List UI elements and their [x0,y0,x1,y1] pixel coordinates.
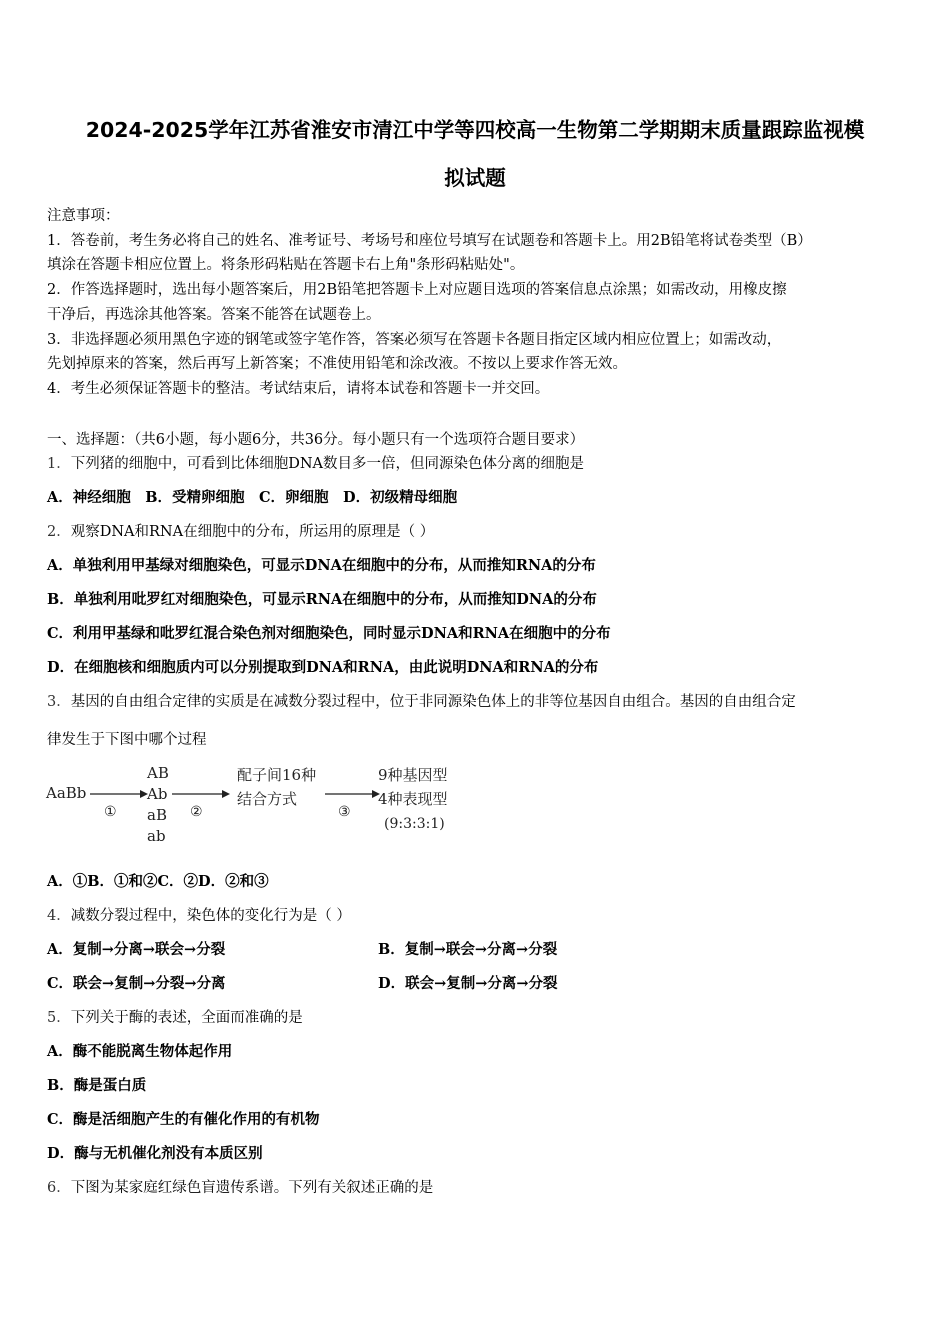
step-1-label: ① [104,804,117,820]
step-3-label: ③ [338,804,351,820]
notice-line: 2．作答选择题时，选出每小题答案后，用2B铅笔把答题卡上对应题目选项的答案信息点涂黑；如需改动，用橡皮擦 [47,282,787,298]
question-stem: 下列关于酶的表述，全面而准确的是 [70,1010,303,1026]
question-4-option-b: B．复制→联会→分离→分裂 [378,941,558,958]
notice-line: 1．答卷前，考生务必将自己的姓名、准考证号、考场号和座位号填写在试题卷和答题卡上。用2B铅笔将试卷类型（B） [47,233,812,249]
question-number: 1． [47,456,71,472]
step-2-label: ② [190,804,203,820]
question-number: 6． [47,1180,71,1196]
question-4 [47,904,351,925]
question-3-options: A．①B．①和②C．②D．②和③ [47,873,269,890]
question-stem: 减数分裂过程中，染色体的变化行为是（ ） [70,908,351,924]
question-3 [47,690,796,711]
arrow-2-head [222,790,230,798]
combination-line-1: 配子间16种 [237,766,317,784]
question-1 [47,452,584,473]
gamete-ab-lower-upper: aB [147,806,167,824]
question-2-option-b: B．单独利用吡罗红对细胞染色，可显示RNA在细胞中的分布，从而推知DNA的分布 [47,591,597,608]
question-3-stem-cont: 律发生于下图中哪个过程 [47,732,207,748]
notice-line: 干净后，再选涂其他答案。答案不能答在试题卷上。 [47,307,381,323]
question-1-options: A．神经细胞 B．受精卵细胞 C．卵细胞 D．初级精母细胞 [47,489,458,506]
question-6 [47,1176,433,1197]
question-2-option-a: A．单独利用甲基绿对细胞染色，可显示DNA在细胞中的分布，从而推知RNA的分布 [47,557,596,574]
question-5-option-b: B．酶是蛋白质 [47,1077,147,1094]
question-stem: 观察DNA和RNA在细胞中的分布，所运用的原理是（ ） [70,524,435,540]
question-number: 3． [47,694,71,710]
section-heading: 一、选择题：（共6小题，每小题6分，共36分。每小题只有一个选项符合题目要求） [47,432,585,448]
exam-title-line2: 拟试题 [444,166,506,190]
question-2-option-d: D．在细胞核和细胞质内可以分别提取到DNA和RNA，由此说明DNA和RNA的分布 [47,659,599,676]
question-5 [47,1006,303,1027]
question-4-option-d: D．联会→复制→分离→分裂 [378,975,558,992]
result-phenotypes: 4种表现型 [378,790,448,808]
result-genotypes: 9种基因型 [378,766,448,784]
notice-line: 4．考生必须保证答题卡的整洁。考试结束后，请将本试卷和答题卡一并交回。 [47,381,550,397]
question-5-option-a: A．酶不能脱离生物体起作用 [47,1043,233,1060]
question-5-option-c: C．酶是活细胞产生的有催化作用的有机物 [47,1111,320,1128]
diagram-start-genotype: AaBb [46,784,87,802]
gene-combination-diagram [40,756,480,848]
gamete-ab-lower: ab [147,827,166,845]
question-2-option-c: C．利用甲基绿和吡罗红混合染色剂对细胞染色，同时显示DNA和RNA在细胞中的分布 [47,625,611,642]
result-ratio: (9:3:3:1) [384,816,445,832]
notice-line: 填涂在答题卡相应位置上。将条形码粘贴在答题卡右上角"条形码粘贴处"。 [47,257,525,273]
question-stem: 下图为某家庭红绿色盲遗传系谱。下列有关叙述正确的是 [70,1180,434,1196]
question-number: 2． [47,524,71,540]
question-number: 4． [47,908,71,924]
exam-title-line1: 2024-2025学年江苏省淮安市清江中学等四校高一生物第二学期期末质量跟踪监视模 [85,118,865,142]
combination-line-2: 结合方式 [237,790,298,808]
question-number: 5． [47,1010,71,1026]
question-4-option-a: A．复制→分离→联会→分裂 [47,941,226,958]
question-2 [47,520,434,541]
notice-heading: 注意事项： [47,208,120,224]
question-4-option-c: C．联会→复制→分裂→分离 [47,975,226,992]
gamete-ab-upper: AB [147,764,169,782]
notice-line: 先划掉原来的答案，然后再写上新答案；不准使用铅笔和涂改液。不按以上要求作答无效。 [47,356,627,372]
question-5-option-d: D．酶与无机催化剂没有本质区别 [47,1145,263,1162]
question-stem: 下列猪的细胞中，可看到比体细胞DNA数目多一倍，但同源染色体分离的细胞是 [70,456,585,472]
gamete-ab-mixed: Ab [147,785,168,803]
notice-line: 3．非选择题必须用黑色字迹的钢笔或签字笔作答，答案必须写在答题卡各题目指定区域内相应位置上；如需改动， [47,332,782,348]
question-stem: 基因的自由组合定律的实质是在减数分裂过程中，位于非同源染色体上的非等位基因自由组合。基因的自由组合定 [70,694,796,710]
